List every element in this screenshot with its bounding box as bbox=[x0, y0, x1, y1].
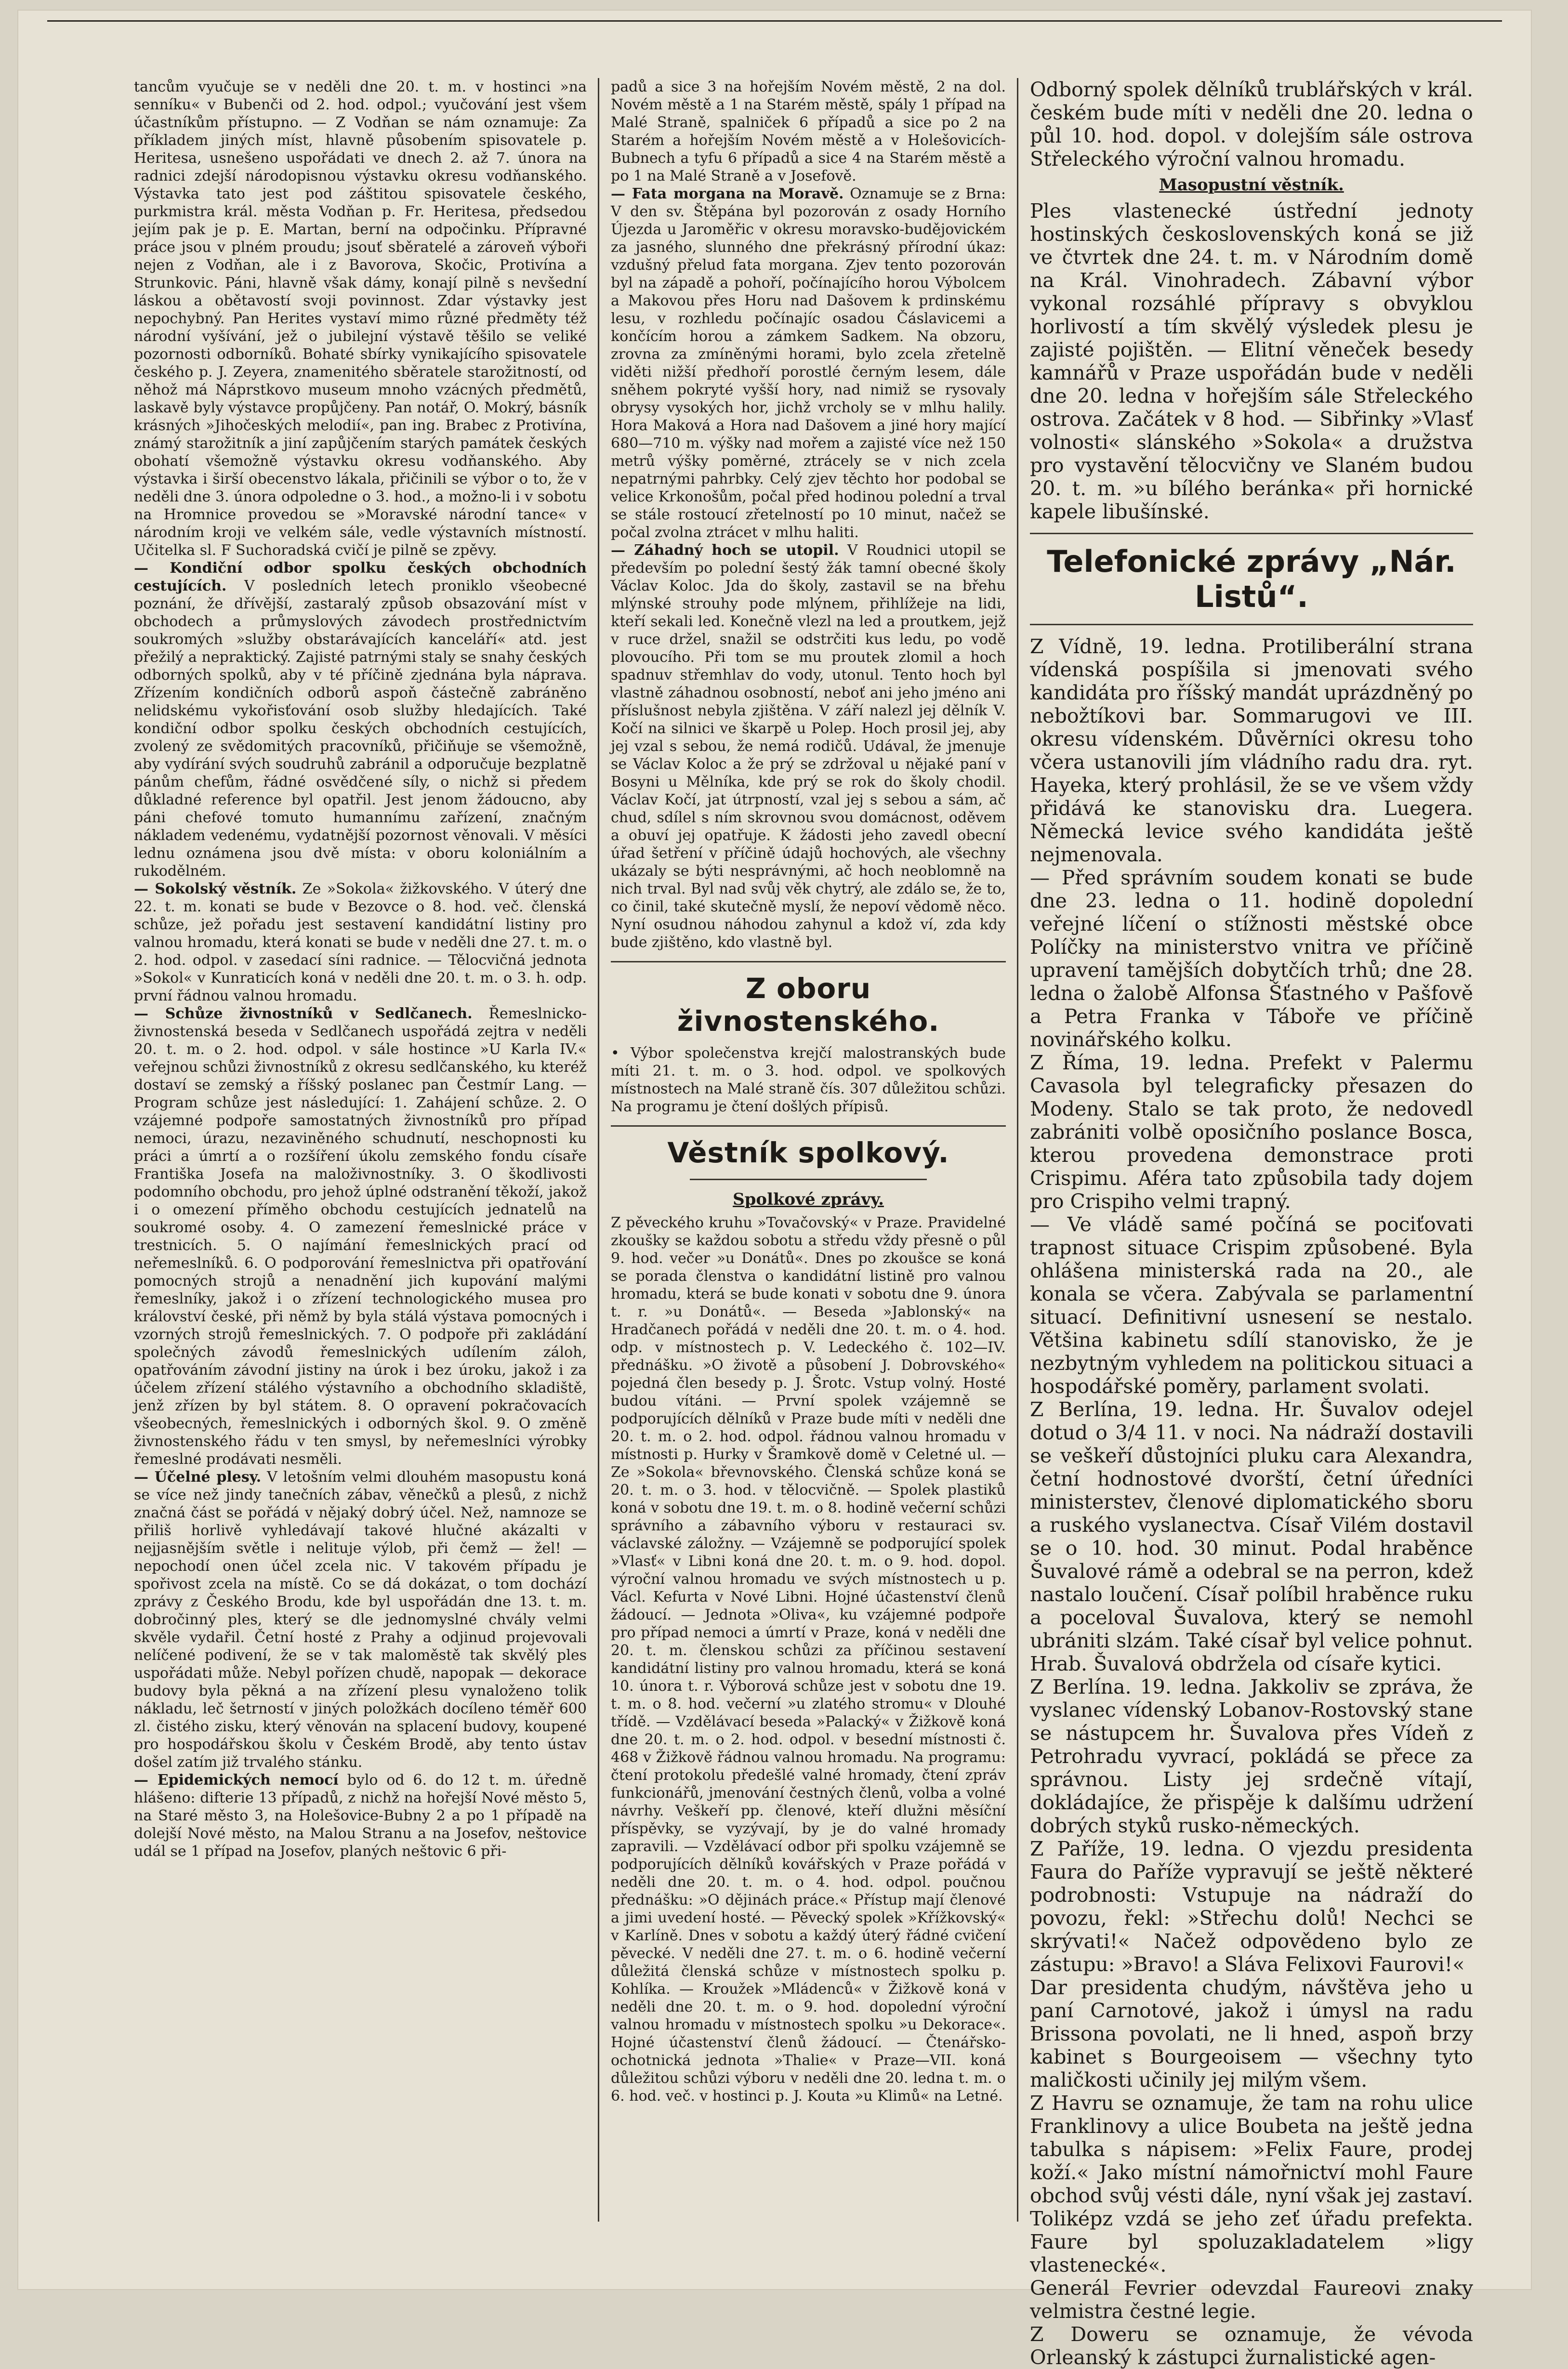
article-lead: — Fata morgana na Moravě. bbox=[611, 185, 844, 202]
article-text: Odborný spolek dělníků trublářských v král. českém bude míti v neděli dne 20. ledna o půl 10. hod. dopol. v dolejším sále ostrova Střeleckého výroční valnou hromadu. bbox=[1030, 78, 1473, 171]
article-text: — Před správním soudem konati se bude dne 23. ledna o 11. hodině dopolední veřejné líčení o stížnosti městské obce Políčky na ministerstvo vnitra ve příčině upravení tamějších dobytčích trhů; dne 28. ledna o žalobě Alfonsa Šťastného v Pašfově a Petra Franka v Táboře ve příčině novinářského kolku. bbox=[1030, 866, 1473, 1051]
article-text: Z Havru se oznamuje, že tam na rohu ulice Franklinovy a ulice Boubeta na ještě jedna tabulka s nápisem: »Felix Faure, prodej koží.« Jako místní námořnictví mohl Faure obchod svůj vésti dále, nyní však jej zastaví. Toliképz vzdá se jeho zeť úřadu prefekta. Faure byl spoluzakladatelem »ligy vlastenecké«. bbox=[1030, 2092, 1473, 2277]
article-body: Ze »Sokola« žižkovského. V úterý dne 22. t. m. konati se bude v Bezovce o 8. hod. več. členská schůze, jež pořadu jest sestavení kandidátní listiny pro valnou hromadu, která konati se bude v neděli dne 27. t. m. o 2. hod. odpol. v zasedací síni radnice. — Tělocvičná jednota »Sokol« v Kunraticích koná v neděli dne 20. t. m. o 3. h. odp. první řádnou valnou hromadu. bbox=[134, 881, 587, 1004]
article-paragraph bbox=[134, 1771, 587, 1860]
article-lead: — Účelné plesy. bbox=[134, 1469, 262, 1486]
article-text: Z Berlína. 19. ledna. Jakkoliv se zpráva, že vyslanec vídenský Lobanov-Rostovský stane se nástupcem hr. Šuvalova přes Vídeň z Petrohradu vyvrací, pokládá se přece za správnou. Listy jej srdečně vítají, dokládajíce, že přispěje k dalšímu udržení dobrých styků rusko-německých. bbox=[1030, 1675, 1473, 1837]
article-text: Generál Fevrier odevzdal Faureovi znaky velmistra čestné legie. bbox=[1030, 2277, 1473, 2323]
article-text: Z pěveckého kruhu »Tovačovský« v Praze. Pravidelné zkoušky se každou sobotu a středu vždy přesně o půl 9. hod. večer »u Donátů«. Dnes po zkoušce se koná se porada členstva o kandidátní listině pro valnou hromadu, která se bude konati v sobotu dne 9. února t. r. »u Donátů«. — Beseda »Jablonský« na Hradčanech pořádá v neděli dne 20. t. m. o 4. hod. odp. v místnostech p. V. Ledeckého č. 102—IV. přednášku. »O životě a působení J. Dobrovského« pojedná člen besedy p. J. Šrotc. Vstup volný. Hosté budou vítáni. — První spolek vzájemně se podporujících dělníků v Praze bude míti v neděli dne 20. t. m. o 2. hod. odpol. řádnou valnou hromadu v místnosti p. Hurky v Šramkově domě v Celetné ul. — Ze »Sokola« břevnovského. Členská schůze koná se 20. t. m. o 3. hod. v tělocvičně. — Spolek plastiků koná v sobotu dne 19. t. m. o 8. hodině večerní schůzi správního a zábavního výboru v restauraci sv. václavské záložny. — Vzájemně se podporující spolek »Vlasť« v Libni koná dne 20. t. m. o 9. hod. dopol. výroční valnou hromadu ve svých místnostech u p. Václ. Kefurta v Nové Libni. Hojné účastenství členů žádoucí. — Jednota »Oliva«, ku vzájemné podpoře pro případ nemoci a úmrtí v Praze, koná v neděli dne 20. t. m. členskou schůzi za příčinou sestavení kandidátní listiny pro valnou hromadu, která se koná 10. února t. r. Výborová schůze jest v sobotu dne 19. t. m. o 8. hod. večerní »u zlatého stromu« v Dlouhé třídě. — Vzdělávací beseda »Palacký« v Žižkově koná dne 20. t. m. o 2. hod. odpol. v besední místnosti č. 468 v Žižkově řádnou valnou hromadu. Na programu: čtení protokolu předešlé valné hromady, čtení zpráv funkcionářů, jmenování čestných členů, volba a volné návrhy. Veškeří pp. členové, kteří dlužni měsíční příspěvky, se vyzývají, by je do valné hromady zapravili. — Vzdělávací odbor při spolku vzájemně se podporujících dělníků kovářských v Praze pořádá v neděli dne 20. t. m. o 4. hod. odpol. poučnou přednášku: »O dějinách práce.« Přístup mají členové a jimi uvedení hosté. — Pěvecký spolek »Křížkovský« v Karlíně. Dnes v sobotu a každý úterý řádné cvičení pěvecké. V neděli dne 27. t. m. o 6. hodině večerní důležitá členská schůze v místnostech spolku p. Kohlíka. — Kroužek »Mládenců« v Žižkově koná v neděli dne 20. t. m. o 9. hod. dopolední výroční valnou hromadu v místnostech spolku »u Dekorace«. Hojné účastenství členů žádoucí. — Čtenářsko-ochotnická jednota »Thalie« v Praze—VII. koná důležitou schůzi výboru v neděli dne 20. ledna t. m. o 6. hod. več. v hostinci p. J. Kouta »u Klimů« na Letné. bbox=[611, 1214, 1006, 2105]
article-paragraph bbox=[134, 1005, 587, 1468]
article-text: tancům vyučuje se v neděli dne 20. t. m. v hostinci »na senníku« v Bubenči od 2. hod. odpol.; vyučování jest všem účastníkům přístupno. — Z Vodňan se nám oznamuje: Za příkladem jiných míst, hlavně působením spisovatele p. Heritesa, usnešeno uspořádati ve dnech 2. až 7. února na radnici zdejší národopisnou výstavku okresu vodňanského. Výstavka tato jest pod záštitou spisovatele českého, purkmistra král. města Vodňan p. Fr. Heritesa, předsedou jejím pak je p. E. Martan, berní na odpočinku. Přípravné práce jsou v plném proudu; jsouť sběratelé a zároveň výboři nejen z Vodňan, ale i z Bavorova, Skočic, Protivína a Strunkovic. Páni, hlavně však dámy, konají pilně s nevšední láskou a obětavostí svoji povinnost. Zdar výstavky jest nepochybný. Pan Herites vystaví mimo různé předměty též národní vyšívání, jež o jubilejní výstavě těšilo se veliké pozornosti odborníků. Bohaté sbírky vynikajícího spisovatele českého p. J. Zeyera, znamenitého sběratele starožitností, od něhož má Náprstkovo museum mnoho vzácných předmětů, laskavě byly výstavce propůjčeny. Pan notář, O. Mokrý, básník krásných »Jihočeských melodií«, pan ing. Brabec z Protivína, známý starožitník a jiní zapůjčením starých památek českých obohatí všemožně výstavku okresu vodňanského. Aby výstavka i širší obecenstvo lákala, přičinili se výbor o to, že v neděli dne 3. února odpoledne o 3. hod., a možno-li i v sobotu na Hromnice provedou se »Moravské národní tance« v národním kroji ve velkém sále, vedle výstavních místností. Učitelka sl. F Suchoradská cvičí je pilně se zpěvy. bbox=[134, 79, 587, 559]
article-body: bylo od 6. do 12 t. m. úředně hlášeno: difterie 13 případů, z nichž na hořejší Nové město 5, na Staré město 3, na Holešovice-Bubny 2 a po 1 případě na dolejší Nové město, na Malou Stranu a na Josefov, neštovice udál se 1 případ na Josefov, planých neštovic 6 při- bbox=[134, 1772, 587, 1860]
section-rule bbox=[611, 1125, 1006, 1127]
newspaper-page bbox=[18, 11, 1531, 2369]
section-rule bbox=[690, 1179, 927, 1180]
article-text: Z Vídně, 19. ledna. Protiliberální strana vídenská pospíšila si jmenovati svého kandidáta pro říšský mandát uprázdněný po nebožtíkovi bar. Sommarugovi ve III. okresu vídenském. Důvěrníci okresu toho včera ustanovili jím vládního radu dra. ryt. Hayeka, který prohlásil, že se ve všem vždy přidává ke stanovisku dra. Luegera. Německá levice svého kandidáta ještě nejmenovala. bbox=[1030, 635, 1473, 866]
article-text: Z Doweru se oznamuje, že vévoda Orleanský k zástupci žurnalistické agen- bbox=[1030, 2323, 1473, 2369]
section-rule bbox=[611, 961, 1006, 962]
article-text: Z Paříže, 19. ledna. O vjezdu presidenta Faura do Paříže vypravují se ještě některé podrobnosti: Vstupuje na nádraží do povozu, řekl: »Střechu dolů! Nechci se skrývati!« Načež odpovědeno bylo ze zástupu: »Bravo! a Sláva Felixovi Faurovi!« bbox=[1030, 1837, 1473, 1976]
column-left bbox=[134, 78, 587, 2222]
article-paragraph bbox=[134, 1468, 587, 1771]
article-lead: — Epidemických nemocí bbox=[134, 1772, 339, 1789]
article-paragraph bbox=[134, 559, 587, 880]
subheading-masopustni-vestnik: Masopustní věstník. bbox=[1159, 175, 1344, 195]
column-middle bbox=[611, 78, 1006, 2222]
article-paragraph bbox=[134, 880, 587, 1005]
column-divider bbox=[598, 78, 599, 2222]
article-lead: — Kondiční odbor spolku českých obchodních cestujících. bbox=[134, 560, 587, 594]
article-body: Řemeslnicko-živnostenská beseda v Sedlčanech uspořádá zejtra v neděli 20. t. m. o 2. hod. odpol. v sále hostince »U Karla IV.« veřejnou schůzi živnostníků z okresu sedlčanského, ku kteréž dostaví se zemský a říšský poslanec pan Čestmír Lang. — Program schůze jest následující: 1. Zahájení schůze. 2. O vzájemné podpoře samostatných živnostníků pro případ nemoci, úrazu, nezaviněného schudnutí, neschopnosti ku práci a úmrtí a o rozšíření úkolu zemského fondu císaře Františka Josefa na maloživnostníky. 3. O škodlivosti podomního obchodu, pro jehož úplné odstranění těkoží, jakož i o omezení příměho obchodu cestujících jednatelů na soukromé osoby. 4. O zamezení řemeslnické práce v trestnicích. 5. O najímání řemeslnických prací od neřemeslníků. 6. O podporování řemeslnictva při opatřování pomocných strojů a nenadnění jich kupování malými řemeslníky, jakož i o zřízení technologického musea pro království české, při němž by byla stálá výstava pomocných i vzorných strojů řemeslnických. 7. O podpoře při zakládání společných závodů řemeslnických udílením záloh, opatřováním závodní jistiny na úrok i bez úroku, jakož i za účelem zřízení stálého výstavního a obchodního skladiště, jenž zřízen by byl státem. 8. O opravení pokračovacích všeobecných, řemeslnických i odborných škol. 9. O změně živnostenského řádu v ten smysl, by neřemeslníci výrobky řemeslné prodávati nesměli. bbox=[134, 1005, 587, 1468]
subheading-spolkove-zpravy: Spolkové zprávy. bbox=[733, 1190, 884, 1209]
article-body: V letošním velmi dlouhém masopustu koná se více než jindy tanečních zábav, věnečků a plesů, z nichž značná část se pořádá v nějaký dobrý účel. Než, namnoze se přiliš horlivě vyhledávají takové hlučné akázalti v nejjasnějším světle i nelituje výlob, při čemž — žel! — nepochodí onen účel zcela nic. V takovém případu je spořivost zcela na místě. Co se dá dokázat, o tom dochází zprávy z Českého Brodu, kde byl uspořádán dne 13. t. m. dobročinný ples, který se dle jednomyslné chvály velmi skvěle vydařil. Četní hosté z Prahy a odjinud projevovali nelíčené podivení, že se v tak maloměstě tak skvělý ples uspořádati může. Nebyl pořízen chudě, napopak — dekorace budovy byla pěkná a na zřízení plesu vynaloženo tolik nákladu, leč šetrností v jiných položkách docíleno téměř 600 zl. čistého zisku, který věnován na splacení budovy, koupené pro hospodářskou školu v Českém Brodě, aby tento ústav došel zatím již trvalého stánku. bbox=[134, 1469, 587, 1771]
section-heading-vestnik: Věstník spolkový. bbox=[667, 1136, 949, 1169]
article-lead: — Sokolský věstník. bbox=[134, 881, 297, 897]
column-divider bbox=[1017, 78, 1018, 2222]
article-paragraph bbox=[611, 185, 1006, 541]
article-body: V Roudnici utopil se především po polední šestý žák tamní obecné školy Václav Koloc. Jda do školy, zastavil se na břehu mlýnské strouhy pode mlýnem, přihlížeje na lidi, kteří sekali led. Konečně vlezl na led a proutkem, jejž v ruce držel, snažil se odstrčiti kus ledu, po vodě plovoucího. Při tom se mu proutek zlomil a hoch spadnuv střemhlav do vody, utonul. Tento hoch byl vlastně záhadnou osobností, neboť ani jeho jméno ani příslušnost nebyla zjištěna. V září nalezl jej dělník V. Kočí na silnici ve škarpě u Polep. Hoch prosil jej, aby jej vzal s sebou, že nemá rodičů. Udával, že jmenuje se Václav Koloc a že prý se zdržoval u nějaké paní v Bosyni u Mělníka, kde prý se rok do školy chodil. Václav Kočí, jat útrpností, vzal jej s sebou a sám, ač chud, sdílel s ním skrovnou svou domácnost, oděvem a obuví jej opatřuje. K žádosti jeho zavedl obecní úřad šetření v příčině údajů hochových, ale všechny ukázaly se býti nesprávnými, ač hoch neoblomně na nich trval. Byl nad svůj věk chytrý, ale zdálo se, že to, co činil, také skutečně myslí, že nepoví vědomě něco. Nyní osudnou náhodou zahynul a kdož ví, zda kdy bude zjištěno, kdo vlastně byl. bbox=[611, 542, 1006, 951]
article-text: Dar presidenta chudým, návštěva jeho u paní Carnotové, jakož i úmysl na radu Brissona povolati, ne li hned, aspoň brzy kabinet s Bourgeoisem — všechny tyto maličkosti učinily jej milým všem. bbox=[1030, 1976, 1473, 2092]
section-rule bbox=[1030, 624, 1473, 625]
column-right bbox=[1030, 78, 1473, 2369]
article-text: Z Berlína, 19. ledna. Hr. Šuvalov odejel dotud o 3/4 11. v noci. Na nádraží dostavili se veškeří důstojníci pluku cara Alexandra, četní hodnostové dvorští, četní úředníci ministerstev, členové diplomatického sboru a ruského vyslanectva. Císař Vilém dostavil se o 10. hod. 30 minut. Podal hraběnce Šuvalové rámě a odebral se na perron, kdež nastalo loučení. Císař políbil hraběnce ruku a poceloval Šuvalova, který se nemohl ubrániti slzám. Také císař byl velice pohnut. Hrab. Šuvalová obdržela od císaře kytici. bbox=[1030, 1398, 1473, 1675]
article-lead: — Schůze živnostníků v Sedlčanech. bbox=[134, 1005, 473, 1022]
section-heading-zivnostenskeho: Z oboru živnostenského. bbox=[677, 972, 940, 1038]
top-rule bbox=[47, 20, 1502, 22]
section-heading-telefonicke-zpravy: Telefonické zprávy „Nár. Listů“. bbox=[1047, 544, 1456, 614]
article-body: V posledních letech proniklo všeobecné poznání, že dřívější, zastaralý způsob obsazování míst v obchodech a průmyslových závodech prostřednictvím soukromých »služby obstarávajících kanceláří« atd. jest přežilý a nepraktický. Zajisté patrnými staly se snahy českých odborných spolků, aby v té příčině zjednána byla náprava. Zřízením kondičních odborů aspoň částečně zabráněno nelidskému vykořisťování osob služby hledajících. Také kondiční odbor spolku českých obchodních cestujících, zvolený ze svědomitých pracovníků, přičiňuje se všemožně, aby vydírání svých soudruhů zabránil a odporučuje bezplatně pánům chefům, řádné osvědčené síly, o nichž si předem důkladné reference byl opatřil. Jest jenom žádoucno, aby páni chefové tomuto humannímu zařízení, značným nákladem vedenému, vydatnější pozornost věnovali. V měsíci lednu oznámena jsou dvě místa: v oboru koloniálním a rukodělném. bbox=[134, 578, 587, 880]
article-body: Oznamuje se z Brna: V den sv. Štěpána byl pozorován z osady Horního Újezda u Jaroměřic v okresu moravsko-budějovickém za jasného, slunného dne překrásný přírodní úkaz: vzdušný přelud fata morgana. Zjev tento pozorován byl na západě a pohoří, počínajícího horou Výbolcem a Makovou přes Horu nad Dašovem k prdinskému lesu, v rozhledu počínajíc osadou Čáslavicemi a končícím horou a zámkem Sadkem. Na obzoru, zrovna za zmíněnými horami, bylo zcela zřetelně viděti nižší předhoří porostlé černým lesem, dále sněhem pokryté vyšší hory, nad nimiž se rysovaly obrysy vysokých hor, jichž vrcholy se v mlhu halily. Hora Maková a Hora nad Dašovem a jiné hory mající 680—710 m. výšky nad mořem a zajisté více než 150 metrů výšky poměrné, ztrácely se v nich zcela nepatrnými pahrbky. Celý zjev těchto hor podobal se velice Krkonošům, počal před hodinou polední a trval se stále rostoucí zřetelností po 10 minut, načež se počal zvolna ztrácet v mlhu haliti. bbox=[611, 185, 1006, 541]
article-text: Z Říma, 19. ledna. Prefekt v Palermu Cavasola byl telegraficky přesazen do Modeny. Stalo se tak proto, že nedovedl zabrániti volbě oposičního poslance Bosca, kterou provedena demonstrace proti Crispimu. Aféra tato způsobila tady dojem pro Crispiho velmi trapný. bbox=[1030, 1051, 1473, 1213]
section-rule bbox=[1030, 533, 1473, 534]
article-text: • Výbor společenstva krejčí malostranských bude míti 21. t. m. o 3. hod. odpol. ve spolkových místnostech na Malé straně čís. 307 důležitou schůzi. Na programu je čtení došlých přípisů. bbox=[611, 1045, 1006, 1115]
article-text: — Ve vládě samé počíná se pociťovati trapnost situace Crispim způsobené. Byla ohlášena ministerská rada na 20., ale konala se včera. Zabývala se parlamentní situací. Definitivní usnesení se nestalo. Většina kabinetu sdílí stanovisko, že je nezbytným vyhledem na politickou situaci a hospodářské poměry, parlament svolati. bbox=[1030, 1213, 1473, 1398]
article-text: Ples vlastenecké ústřední jednoty hostinských československých koná se již ve čtvrtek dne 24. t. m. v Národním domě na Král. Vinohradech. Zábavní výbor vykonal rozsáhlé přípravy s obvyklou horlivostí a tím skvělý výsledek plesu je zajisté pojištěn. — Elitní věneček besedy kamnářů v Praze uspořádán bude v neděli dne 20. ledna v hořejším sále Střeleckého ostrova. Začátek v 8 hod. — Sibřinky »Vlasť volnosti« slánského »Sokola« a družstva pro vystavění tělocvičny ve Slaném budou 20. t. m. »u bílého beránka« při hornické kapele libušínské. bbox=[1030, 199, 1473, 523]
article-paragraph bbox=[611, 541, 1006, 951]
article-lead: — Záhadný hoch se utopil. bbox=[611, 542, 839, 559]
article-text: padů a sice 3 na hořejším Novém městě, 2 na dol. Novém městě a 1 na Starém městě, spály 1 případ na Malé Straně, spalniček 6 případů a sice po 2 na Starém a hořejším Novém městě a v Holešovicích-Bubnech a tyfu 6 případů a sice 4 na Starém městě a po 1 na Malé Straně a v Josefově. bbox=[611, 79, 1006, 184]
